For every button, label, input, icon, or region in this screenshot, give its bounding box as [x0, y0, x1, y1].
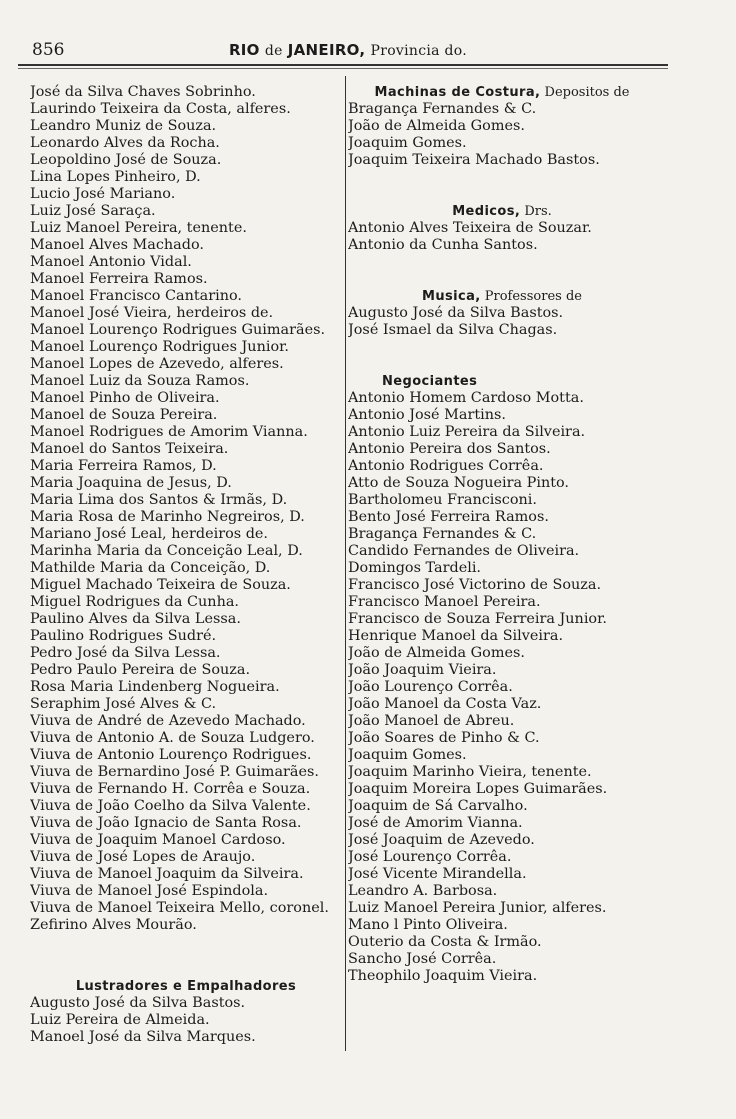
running-head-province: Provincia do. [370, 43, 468, 59]
list-item: Manoel Antonio Vidal. [30, 254, 192, 270]
list-item: João Joaquim Vieira. [348, 662, 497, 678]
list-item: Luiz Manoel Pereira, tenente. [30, 220, 247, 236]
list-item: Joaquim Marinho Vieira, tenente. [348, 764, 592, 780]
list-item: Manoel Lourenço Rodrigues Junior. [30, 339, 289, 355]
list-item: Luiz Pereira de Almeida. [30, 1012, 210, 1028]
section-heading-lustradores: Lustradores e Empalhadores [75, 979, 297, 994]
list-item: Francisco de Souza Ferreira Junior. [348, 611, 607, 627]
list-item: Antonio Alves Teixeira de Souzar. [348, 220, 592, 236]
list-item: Joaquim Gomes. [348, 135, 467, 151]
list-item: José de Amorim Vianna. [348, 815, 523, 831]
list-item: Seraphim José Alves & C. [30, 696, 217, 712]
list-item: Manoel do Santos Teixeira. [30, 441, 229, 457]
list-item: Antonio Luiz Pereira da Silveira. [348, 424, 586, 440]
list-item: Viuva de Antonio Lourenço Rodrigues. [30, 747, 312, 763]
list-item: Viuva de Manoel Teixeira Mello, coronel. [30, 900, 329, 916]
list-item: Paulino Alves da Silva Lessa. [30, 611, 241, 627]
list-item: Viuva de João Ignacio de Santa Rosa. [30, 815, 302, 831]
list-item: Zefirino Alves Mourão. [30, 917, 197, 933]
list-item: Viuva de Manoel Joaquim da Silveira. [30, 866, 304, 882]
list-item: Manoel José Vieira, herdeiros de. [30, 305, 274, 321]
list-item: Manoel Luiz da Souza Ramos. [30, 373, 250, 389]
list-item: Antonio José Martins. [348, 407, 506, 423]
list-item: Lina Lopes Pinheiro, D. [30, 169, 201, 185]
list-item: Manoel Pinho de Oliveira. [30, 390, 220, 406]
list-item: José Lourenço Corrêa. [348, 849, 512, 865]
list-item: Mano l Pinto Oliveira. [348, 917, 508, 933]
list-item: Outerio da Costa & Irmão. [348, 934, 542, 950]
list-item: Rosa Maria Lindenberg Nogueira. [30, 679, 280, 695]
list-item: Augusto José da Silva Bastos. [348, 305, 564, 321]
list-item: Augusto José da Silva Bastos. [30, 995, 246, 1011]
list-item: Viuva de Manoel José Espindola. [30, 883, 269, 899]
list-item: João Lourenço Corrêa. [348, 679, 513, 695]
page-header [28, 40, 668, 62]
running-head-particle: de [264, 43, 283, 59]
list-item: José Joaquim de Azevedo. [348, 832, 535, 848]
list-item: Sancho José Corrêa. [348, 951, 497, 967]
header-rule-thin [18, 68, 668, 69]
list-item: Manoel Lourenço Rodrigues Guimarães. [30, 322, 326, 338]
list-item: Manoel Francisco Cantarino. [30, 288, 242, 304]
list-item: Mariano José Leal, herdeiros de. [30, 526, 268, 542]
list-item: Luiz José Saraça. [30, 203, 156, 219]
list-item: Miguel Machado Teixeira de Souza. [30, 577, 291, 593]
list-item: Joaquim Moreira Lopes Guimarães. [348, 781, 608, 797]
list-item: Joaquim de Sá Carvalho. [348, 798, 528, 814]
list-item: José Ismael da Silva Chagas. [348, 322, 558, 338]
section-heading-machinas: Machinas de Costura, Depositos de [374, 85, 630, 100]
list-item: Antonio da Cunha Santos. [348, 237, 538, 253]
list-item: Antonio Pereira dos Santos. [348, 441, 551, 457]
list-item: Marinha Maria da Conceição Leal, D. [30, 543, 303, 559]
column-divider [345, 76, 346, 1051]
list-item: Manoel Rodrigues de Amorim Vianna. [30, 424, 308, 440]
list-item: Paulino Rodrigues Sudré. [30, 628, 217, 644]
list-item: Leandro Muniz de Souza. [30, 118, 217, 134]
list-item: Viuva de Joaquim Manoel Cardoso. [30, 832, 286, 848]
list-item: Antonio Rodrigues Corrêa. [348, 458, 544, 474]
list-item: Manoel José da Silva Marques. [30, 1029, 256, 1045]
list-item: Manoel Lopes de Azevedo, alferes. [30, 356, 284, 372]
list-item: Maria Joaquina de Jesus, D. [30, 475, 232, 491]
right-column [348, 84, 656, 985]
list-item: José Vicente Mirandella. [348, 866, 527, 882]
list-item: Leonardo Alves da Rocha. [30, 135, 220, 151]
list-item: Viuva de André de Azevedo Machado. [30, 713, 306, 729]
list-item: João Manoel de Abreu. [348, 713, 515, 729]
list-item: Bartholomeu Francisconi. [348, 492, 537, 508]
list-item: Viuva de Bernardino José P. Guimarães. [30, 764, 319, 780]
list-item: Maria Ferreira Ramos, D. [30, 458, 217, 474]
running-head-city: RIO [228, 41, 260, 59]
running-head [28, 41, 668, 59]
list-item: Pedro Paulo Pereira de Souza. [30, 662, 251, 678]
list-item: Henrique Manoel da Silveira. [348, 628, 564, 644]
list-item: Joaquim Teixeira Machado Bastos. [348, 152, 600, 168]
section-heading-negociantes: Negociantes [382, 374, 478, 389]
list-item: Francisco Manoel Pereira. [348, 594, 541, 610]
list-item: Manoel Alves Machado. [30, 237, 204, 253]
list-item: João Manoel da Costa Vaz. [348, 696, 542, 712]
list-item: Bragança Fernandes & C. [348, 526, 537, 542]
list-item: Francisco José Victorino de Souza. [348, 577, 602, 593]
page-number: 856 [32, 40, 65, 60]
list-item: Pedro José da Silva Lessa. [30, 645, 221, 661]
list-item: Viuva de José Lopes de Araujo. [30, 849, 256, 865]
list-item: João de Almeida Gomes. [348, 118, 525, 134]
section-heading-medicos: Medicos, Drs. [452, 204, 552, 219]
list-item: José da Silva Chaves Sobrinho. [30, 84, 256, 100]
running-head-city2: JANEIRO, [287, 41, 366, 59]
list-item: Lucio José Mariano. [30, 186, 176, 202]
list-item: Luiz Manoel Pereira Junior, alferes. [348, 900, 607, 916]
list-item: Domingos Tardeli. [348, 560, 482, 576]
list-item: Laurindo Teixeira da Costa, alferes. [30, 101, 291, 117]
list-item: Bragança Fernandes & C. [348, 101, 537, 117]
list-item: Candido Fernandes de Oliveira. [348, 543, 580, 559]
list-item: Mathilde Maria da Conceição, D. [30, 560, 271, 576]
section-heading-musica: Musica, Professores de [422, 289, 582, 304]
list-item: Atto de Souza Nogueira Pinto. [348, 475, 569, 491]
list-item: João de Almeida Gomes. [348, 645, 525, 661]
list-item: Leopoldino José de Souza. [30, 152, 222, 168]
list-item: Viuva de João Coelho da Silva Valente. [30, 798, 311, 814]
list-item: Viuva de Antonio A. de Souza Ludgero. [30, 730, 315, 746]
list-item: Theophilo Joaquim Vieira. [348, 968, 538, 984]
list-item: Antonio Homem Cardoso Motta. [348, 390, 584, 406]
header-rule [18, 64, 668, 66]
list-item: Maria Lima dos Santos & Irmãs, D. [30, 492, 288, 508]
list-item: Maria Rosa de Marinho Negreiros, D. [30, 509, 305, 525]
list-item: Manoel Ferreira Ramos. [30, 271, 208, 287]
left-column [30, 84, 342, 1046]
list-item: Joaquim Gomes. [348, 747, 467, 763]
list-item: Manoel de Souza Pereira. [30, 407, 218, 423]
list-item: Miguel Rodrigues da Cunha. [30, 594, 239, 610]
list-item: Viuva de Fernando H. Corrêa e Souza. [30, 781, 311, 797]
list-item: Leandro A. Barbosa. [348, 883, 498, 899]
list-item: Bento José Ferreira Ramos. [348, 509, 549, 525]
list-item: João Soares de Pinho & C. [348, 730, 540, 746]
